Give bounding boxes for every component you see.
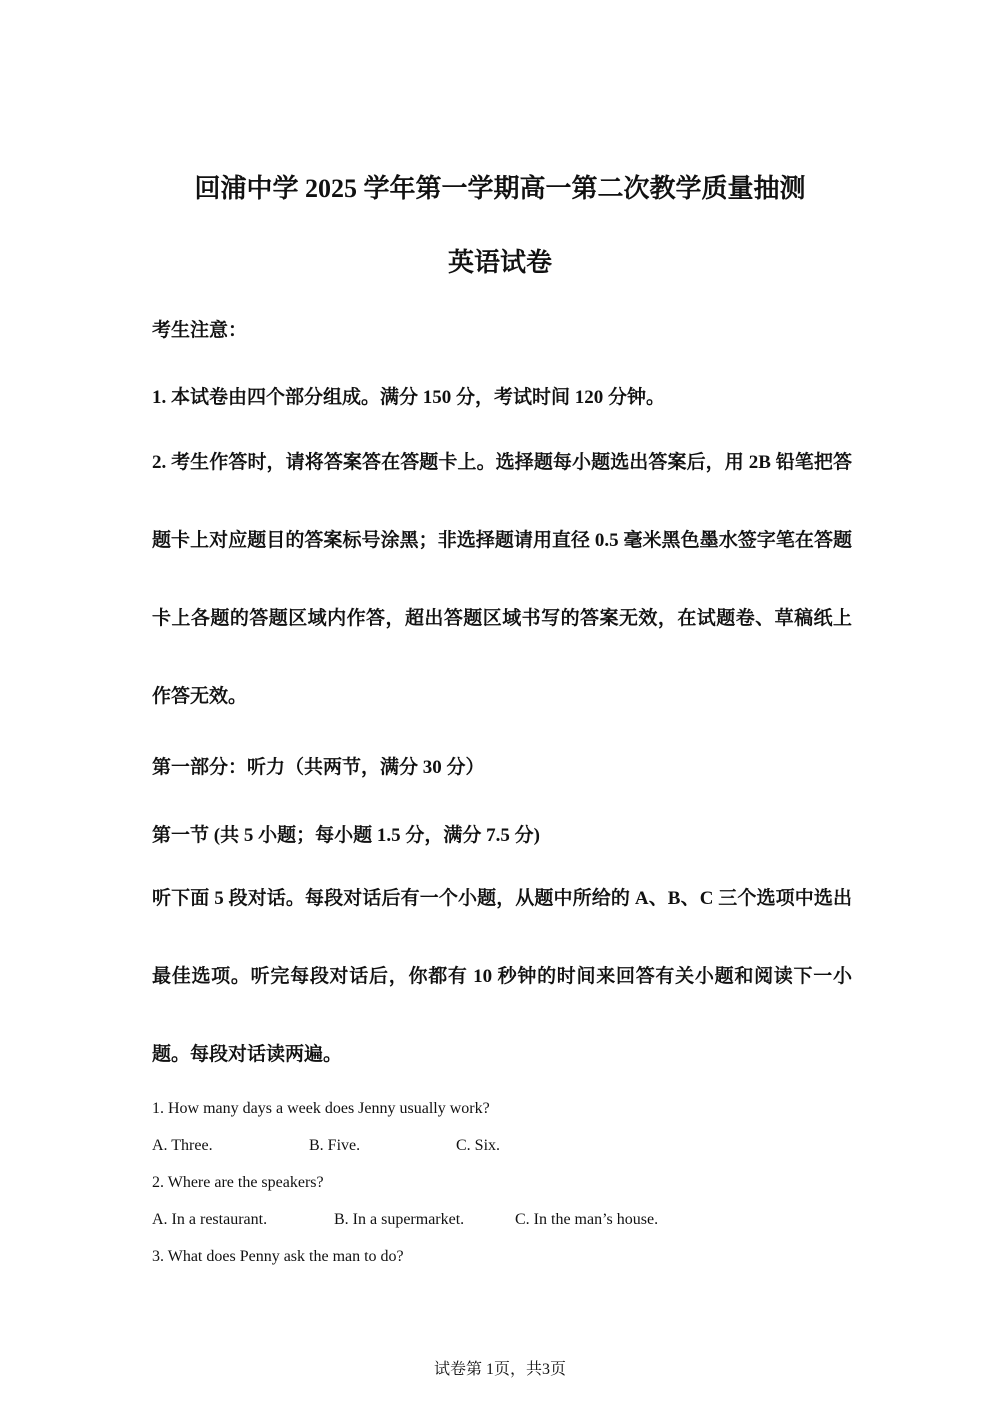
- notice-item-2: 2. 考生作答时，请将答案答在答题卡上。选择题每小题选出答案后，用 2B 铅笔把答题卡上对应题目的答案标号涂黑；非选择题请用直径 0.5 毫米黑色墨水签字笔在答题卡上各题的答题区域内作答，超出答题区域书写的答案无效，在试题卷、草稿纸上作答无效。: [152, 452, 852, 707]
- question-1-stem: 1. How many days a week does Jenny usually work?: [152, 1100, 490, 1117]
- notice-item-1: 1. 本试卷由四个部分组成。满分 150 分，考试时间 120 分钟。: [152, 387, 666, 408]
- question-2-option-a: A. In a restaurant.: [152, 1211, 268, 1228]
- page-footer: 试卷第 1页，共3页: [433, 1361, 566, 1378]
- notice-heading: 考生注意：: [152, 320, 248, 341]
- section1-heading: 第一节 (共 5 小题；每小题 1.5 分，满分 7.5 分): [152, 825, 540, 846]
- question-1-option-c: C. Six.: [456, 1137, 501, 1154]
- question-1-option-a: A. Three.: [152, 1137, 213, 1154]
- exam-subtitle: 英语试卷: [447, 248, 552, 277]
- question-2-stem: 2. Where are the speakers?: [152, 1174, 324, 1191]
- question-1-option-b: B. Five.: [309, 1137, 361, 1154]
- question-1-options: [152, 1137, 852, 1159]
- part1-heading: 第一部分：听力（共两节，满分 30 分）: [152, 757, 485, 778]
- exam-title: 回浦中学 2025 学年第一学期高一第二次教学质量抽测: [194, 174, 806, 203]
- question-2-option-b: B. In a supermarket.: [334, 1211, 465, 1228]
- question-3-stem: 3. What does Penny ask the man to do?: [152, 1248, 404, 1265]
- question-2-options: [152, 1211, 852, 1233]
- question-2-option-c: C. In the man’s house.: [515, 1211, 659, 1228]
- listening-instructions: 听下面 5 段对话。每段对话后有一个小题，从题中所给的 A、B、C 三个选项中选出最佳选项。听完每段对话后，你都有 10 秒钟的时间来回答有关小题和阅读下一小题。每段对话读两遍。: [152, 888, 852, 1065]
